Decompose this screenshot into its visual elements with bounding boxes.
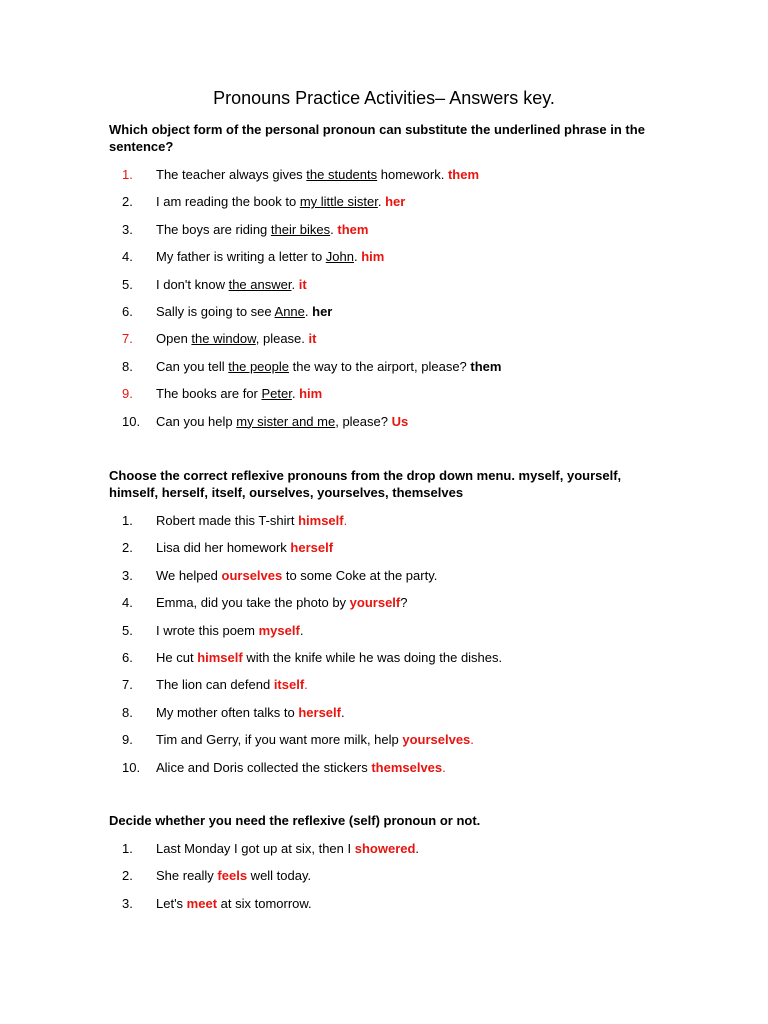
- sentence-end: .: [353, 249, 362, 265]
- sentence-end: .: [330, 221, 338, 237]
- sentence-start: Sally is going to see: [156, 303, 275, 319]
- answer: itself: [273, 677, 305, 693]
- list-item: [109, 539, 669, 566]
- sentence-start: Let's: [156, 895, 187, 911]
- sentence-start: Lisa did her homework: [156, 540, 291, 556]
- sentence-end: ?: [400, 595, 408, 611]
- answer: feels: [217, 868, 248, 884]
- list-item: [109, 221, 669, 248]
- item-number: 6.: [122, 303, 133, 319]
- exercise-list: [109, 166, 669, 440]
- list-item: [109, 193, 669, 220]
- sentence-start: Open: [156, 331, 192, 347]
- sentence-end: .: [340, 704, 345, 720]
- section-heading: Decide whether you need the reflexive (self) pronoun or not.: [109, 813, 481, 828]
- underlined-phrase: the answer: [228, 276, 292, 292]
- item-number: 3.: [122, 221, 133, 237]
- sentence-start: The teacher always gives: [156, 167, 307, 182]
- answer: ourselves: [221, 567, 283, 583]
- answer: her: [312, 303, 333, 319]
- item-number: 8.: [122, 358, 133, 374]
- sentence-end: , please.: [255, 331, 309, 347]
- item-sentence: [156, 413, 408, 430]
- item-sentence: [156, 512, 347, 529]
- sentence-end: at six tomorrow.: [217, 895, 312, 911]
- underlined-phrase: my little sister: [299, 194, 378, 210]
- sentence-start: I wrote this poem: [156, 622, 259, 638]
- list-item: [109, 704, 669, 731]
- sentence-end: well today.: [247, 868, 312, 884]
- list-item: [109, 413, 669, 440]
- item-sentence: [156, 704, 345, 721]
- item-number: 7.: [122, 331, 133, 347]
- item-number: 1.: [122, 513, 133, 528]
- answer: herself: [298, 704, 341, 720]
- answer: yourself: [349, 595, 401, 611]
- answer: them: [447, 167, 479, 182]
- answer: himself: [197, 649, 243, 665]
- answer: him: [361, 249, 385, 265]
- section-heading: Choose the correct reflexive pronouns from the drop down menu. myself, yourself, himself, herself, itself, ourselves, yourselves, themselves: [109, 468, 622, 500]
- list-item: [109, 166, 669, 193]
- item-sentence: [156, 358, 501, 375]
- answer: meet: [186, 895, 218, 911]
- sentence-start: The lion can defend: [156, 677, 274, 693]
- item-number: 10.: [122, 759, 141, 775]
- answer: yourselves: [402, 732, 471, 748]
- list-item: [109, 895, 669, 922]
- underlined-phrase: my sister and me: [236, 413, 336, 429]
- sentence-start: My mother often talks to: [156, 704, 299, 720]
- sentence-end: .: [442, 759, 446, 775]
- list-item: [109, 248, 669, 275]
- item-number: 6.: [122, 649, 133, 665]
- item-number: 3.: [122, 895, 133, 911]
- answer: himself: [298, 513, 344, 528]
- sentence-end: the way to the airport, please?: [289, 358, 471, 374]
- list-item: [109, 731, 669, 758]
- sentence-start: Alice and Doris collected the stickers: [156, 759, 372, 775]
- sentence-start: I don't know: [156, 276, 229, 292]
- sentence-end: with the knife while he was doing the dishes.: [242, 649, 503, 665]
- item-number: 7.: [122, 677, 133, 693]
- sentence-start: Can you tell: [156, 358, 229, 374]
- answer: her: [385, 194, 406, 210]
- sentence-end: .: [304, 303, 313, 319]
- exercise-list: [109, 840, 669, 922]
- sentence-start: The books are for: [156, 386, 262, 402]
- sentence-end: .: [377, 194, 386, 210]
- item-number: 8.: [122, 704, 133, 720]
- sentence-start: Robert made this T-shirt: [156, 513, 299, 528]
- item-sentence: [156, 731, 474, 748]
- list-item: [109, 385, 669, 412]
- item-number: 2.: [122, 540, 133, 556]
- sentence-end: .: [470, 732, 474, 748]
- sentence-end: .: [291, 276, 299, 292]
- answer: it: [308, 331, 317, 347]
- sentence-start: I am reading the book to: [156, 194, 300, 210]
- section-heading: Which object form of the personal pronoun can substitute the underlined phrase in the sentence?: [109, 122, 645, 154]
- list-item: [109, 676, 669, 703]
- page-title: Pronouns Practice Activities– Answers key.: [213, 88, 555, 108]
- underlined-phrase: John: [325, 249, 354, 265]
- list-item: [109, 759, 669, 786]
- exercise-list: [109, 512, 669, 786]
- list-item: [109, 840, 669, 867]
- answer: Us: [391, 413, 409, 429]
- sentence-end: to some Coke at the party.: [282, 567, 438, 583]
- section-reflexive-pronouns: [109, 467, 669, 786]
- sentence-end: .: [299, 622, 304, 638]
- underlined-phrase: Anne: [274, 303, 305, 319]
- list-item: [109, 358, 669, 385]
- list-item: [109, 303, 669, 330]
- sentence-start: Tim and Gerry, if you want more milk, help: [156, 732, 403, 748]
- item-number: 3.: [122, 567, 133, 583]
- item-sentence: [156, 867, 311, 884]
- answer: it: [298, 276, 307, 292]
- sentence-start: My father is writing a letter to: [156, 249, 326, 265]
- item-sentence: [156, 330, 316, 347]
- item-number: 2.: [122, 868, 133, 884]
- underlined-phrase: the people: [228, 358, 289, 374]
- list-item: [109, 276, 669, 303]
- list-item: [109, 867, 669, 894]
- item-sentence: [156, 759, 446, 776]
- sentence-end: , please?: [335, 413, 392, 429]
- item-number: 5.: [122, 622, 133, 638]
- list-item: [109, 649, 669, 676]
- underlined-phrase: the window: [191, 331, 256, 347]
- item-number: 1.: [122, 841, 133, 856]
- answer: herself: [290, 540, 334, 556]
- item-number: 1.: [122, 167, 133, 182]
- item-number: 10.: [122, 413, 141, 429]
- sentence-start: The boys are riding: [156, 221, 271, 237]
- item-sentence: [156, 303, 332, 320]
- answer: themselves: [371, 759, 443, 775]
- item-sentence: [156, 248, 384, 265]
- sentence-start: He cut: [156, 649, 198, 665]
- item-number: 9.: [122, 386, 133, 402]
- sentence-end: homework.: [377, 167, 448, 182]
- item-sentence: [156, 594, 407, 611]
- list-item: [109, 330, 669, 357]
- item-number: 2.: [122, 194, 133, 210]
- sentence-end: .: [343, 513, 348, 528]
- item-sentence: [156, 676, 308, 693]
- item-number: 4.: [122, 249, 133, 265]
- sentence-start: Emma, did you take the photo by: [156, 595, 350, 611]
- item-sentence: [156, 385, 322, 402]
- item-number: 4.: [122, 595, 133, 611]
- item-sentence: [156, 221, 368, 238]
- answer: myself: [258, 622, 300, 638]
- sentence-start: Last Monday I got up at six, then I: [156, 841, 355, 856]
- underlined-phrase: their bikes: [270, 221, 331, 237]
- answer: them: [337, 221, 369, 237]
- answer: showered: [354, 841, 416, 856]
- item-sentence: [156, 539, 333, 556]
- item-sentence: [156, 649, 502, 666]
- item-sentence: [156, 166, 479, 183]
- sentence-end: .: [304, 677, 308, 693]
- underlined-phrase: the students: [306, 167, 378, 182]
- item-sentence: [156, 895, 312, 912]
- list-item: [109, 594, 669, 621]
- item-sentence: [156, 276, 307, 293]
- sentence-start: She really: [156, 868, 218, 884]
- sentence-start: We helped: [156, 567, 222, 583]
- underlined-phrase: Peter: [261, 386, 292, 402]
- list-item: [109, 622, 669, 649]
- section-reflexive-or-not: [109, 812, 669, 922]
- answer: them: [470, 358, 502, 374]
- answer: him: [299, 386, 323, 402]
- item-number: 9.: [122, 732, 133, 748]
- item-sentence: [156, 567, 437, 584]
- item-sentence: [156, 840, 419, 857]
- sentence-end: .: [415, 841, 420, 856]
- sentence-start: Can you help: [156, 413, 237, 429]
- item-sentence: [156, 622, 303, 639]
- list-item: [109, 512, 669, 539]
- section-object-pronouns: [109, 121, 669, 440]
- list-item: [109, 567, 669, 594]
- item-number: 5.: [122, 276, 133, 292]
- item-sentence: [156, 193, 405, 210]
- sentence-end: .: [291, 386, 300, 402]
